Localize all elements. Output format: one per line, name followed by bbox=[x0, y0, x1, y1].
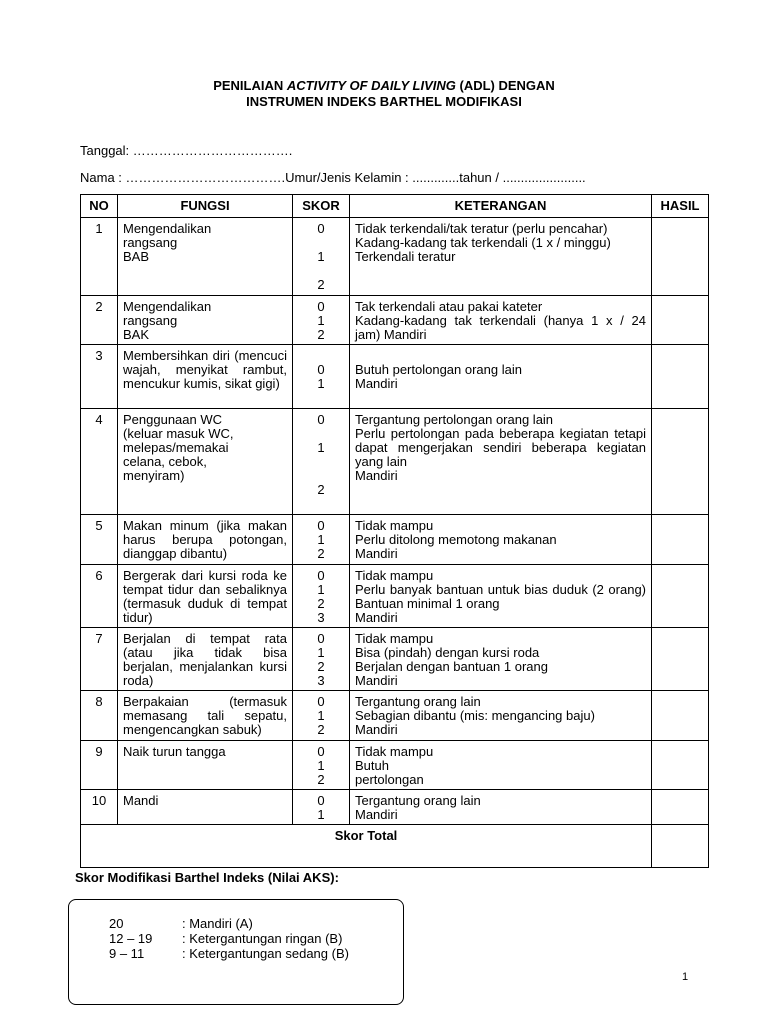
row-keterangan-line: Butuh pertolongan orang lain bbox=[355, 362, 522, 377]
row-skor bbox=[293, 345, 350, 409]
row-number: 7 bbox=[81, 628, 118, 691]
total-row bbox=[81, 825, 709, 868]
row-skor-line bbox=[298, 455, 344, 469]
row-skor-line: 2 bbox=[317, 772, 325, 787]
row-number: 8 bbox=[81, 691, 118, 741]
table-row bbox=[81, 218, 709, 296]
row-hasil-cell[interactable] bbox=[652, 218, 709, 296]
row-hasil-cell[interactable] bbox=[652, 296, 709, 345]
tanggal-field: Tanggal: ………………………………. bbox=[80, 143, 293, 158]
document-title bbox=[0, 78, 768, 110]
row-skor-line: 1 bbox=[317, 807, 325, 822]
row-keterangan bbox=[350, 565, 652, 628]
row-fungsi-line: rangsang bbox=[123, 235, 178, 250]
row-skor-line bbox=[298, 236, 344, 250]
row-keterangan-line: Bisa (pindah) dengan kursi roda bbox=[355, 645, 540, 660]
row-skor-line bbox=[298, 349, 344, 363]
row-skor-line: 1 bbox=[317, 708, 325, 723]
row-keterangan-line: Tidak mampu bbox=[355, 631, 434, 646]
row-keterangan-line: Mandiri bbox=[355, 807, 398, 822]
row-keterangan-line: Perlu ditolong memotong makanan bbox=[355, 532, 557, 547]
row-skor-line: 0 bbox=[317, 793, 325, 808]
row-keterangan bbox=[350, 409, 652, 515]
total-label: Skor Total bbox=[81, 825, 652, 868]
row-skor-line: 2 bbox=[317, 327, 325, 342]
row-keterangan-line: Terkendali teratur bbox=[355, 249, 456, 264]
row-skor bbox=[293, 218, 350, 296]
row-fungsi bbox=[118, 409, 293, 515]
table-row bbox=[81, 565, 709, 628]
row-number: 4 bbox=[81, 409, 118, 515]
row-skor bbox=[293, 296, 350, 345]
row-keterangan-line: Tidak terkendali/tak teratur (perlu pencahar) bbox=[355, 221, 608, 236]
row-keterangan-line: Perlu banyak bantuan untuk bias duduk (2 orang) Bantuan minimal 1 orang bbox=[355, 582, 646, 611]
title-line-1: PENILAIAN ACTIVITY OF DAILY LIVING (ADL) DENGAN bbox=[213, 78, 555, 93]
row-number: 10 bbox=[81, 790, 118, 825]
row-fungsi bbox=[118, 741, 293, 790]
row-keterangan-line: Mandiri bbox=[355, 610, 398, 625]
header-no: NO bbox=[81, 195, 118, 218]
score-legend-item: 9 – 11 : Ketergantungan sedang (B) bbox=[109, 946, 349, 961]
row-fungsi-line: Makan minum (jika makan harus berupa potongan, dianggap dibantu) bbox=[123, 518, 287, 561]
score-legend-box bbox=[68, 899, 404, 1005]
row-number: 2 bbox=[81, 296, 118, 345]
table-row bbox=[81, 515, 709, 565]
page-number: 1 bbox=[682, 971, 689, 983]
row-fungsi bbox=[118, 218, 293, 296]
row-keterangan-line: Kadang-kadang tak terkendali (1 x / minggu) bbox=[355, 235, 611, 250]
row-skor-line: 0 bbox=[317, 362, 325, 377]
adl-table bbox=[80, 194, 709, 868]
row-skor-line: 1 bbox=[317, 532, 325, 547]
row-skor-line bbox=[298, 469, 344, 483]
row-hasil-cell[interactable] bbox=[652, 628, 709, 691]
row-fungsi bbox=[118, 565, 293, 628]
row-skor-line: 0 bbox=[317, 694, 325, 709]
row-keterangan-line: Butuh bbox=[355, 758, 389, 773]
row-fungsi-line: celana, cebok, bbox=[123, 454, 207, 469]
row-skor-line: 1 bbox=[317, 645, 325, 660]
row-keterangan bbox=[350, 218, 652, 296]
header-skor: SKOR bbox=[293, 195, 350, 218]
table-row bbox=[81, 628, 709, 691]
row-keterangan-line: Mandiri bbox=[355, 376, 398, 391]
row-number: 9 bbox=[81, 741, 118, 790]
row-keterangan-line: Mandiri bbox=[355, 546, 398, 561]
row-hasil-cell[interactable] bbox=[652, 409, 709, 515]
row-keterangan-line: pertolongan bbox=[355, 772, 424, 787]
row-skor-line: 0 bbox=[317, 744, 325, 759]
row-keterangan-line: Mandiri bbox=[355, 722, 398, 737]
row-skor-line: 0 bbox=[317, 221, 325, 236]
total-hasil-cell[interactable] bbox=[652, 825, 709, 868]
row-fungsi bbox=[118, 790, 293, 825]
row-keterangan-line bbox=[355, 349, 646, 363]
nama-field: Nama : ……………………………….Umur/Jenis Kelamin : .............tahun / ....................... bbox=[80, 170, 586, 185]
row-skor-line: 2 bbox=[317, 659, 325, 674]
row-keterangan-line: Berjalan dengan bantuan 1 orang bbox=[355, 659, 548, 674]
row-keterangan bbox=[350, 345, 652, 409]
header-hasil: HASIL bbox=[652, 195, 709, 218]
score-legend-item: 12 – 19 : Ketergantungan ringan (B) bbox=[109, 931, 343, 946]
row-keterangan-line: Tidak mampu bbox=[355, 568, 434, 583]
row-skor-line: 0 bbox=[317, 518, 325, 533]
row-keterangan bbox=[350, 515, 652, 565]
table-header-row bbox=[81, 195, 709, 218]
row-keterangan bbox=[350, 628, 652, 691]
row-keterangan-line: Perlu pertolongan pada beberapa kegiatan tetapi dapat mengerjakan sendiri beberapa kegiatan yang lain bbox=[355, 426, 646, 469]
row-skor-line bbox=[298, 264, 344, 278]
row-keterangan-line: Mandiri bbox=[355, 673, 398, 688]
row-keterangan-line: Kadang-kadang tak terkendali (hanya 1 x / 24 jam) Mandiri bbox=[355, 313, 646, 342]
title-line-2: INSTRUMEN INDEKS BARTHEL MODIFIKASI bbox=[246, 94, 522, 109]
row-skor bbox=[293, 409, 350, 515]
row-hasil-cell[interactable] bbox=[652, 790, 709, 825]
row-fungsi-line: rangsang bbox=[123, 313, 178, 328]
row-skor-line: 1 bbox=[317, 376, 325, 391]
table-row bbox=[81, 790, 709, 825]
header-fungsi: FUNGSI bbox=[118, 195, 293, 218]
row-fungsi-line: Penggunaan WC bbox=[123, 412, 223, 427]
row-keterangan-line: Tak terkendali atau pakai kateter bbox=[355, 299, 543, 314]
row-skor-line: 0 bbox=[317, 631, 325, 646]
row-skor-line bbox=[298, 427, 344, 441]
row-skor-line: 2 bbox=[317, 482, 325, 497]
row-fungsi-line: Naik turun tangga bbox=[123, 744, 226, 759]
row-fungsi-line: Mandi bbox=[123, 793, 159, 808]
row-keterangan-line: Tergantung orang lain bbox=[355, 793, 481, 808]
row-keterangan-line: Tergantung pertolongan orang lain bbox=[355, 412, 554, 427]
table-row bbox=[81, 345, 709, 409]
row-keterangan-line: Tidak mampu bbox=[355, 744, 434, 759]
row-fungsi-line: Berjalan di tempat rata (atau jika tidak bisa berjalan, menjalankan kursi roda) bbox=[123, 631, 287, 688]
row-skor-line: 2 bbox=[317, 596, 325, 611]
row-fungsi-line: Membersihkan diri (mencuci wajah, menyikat rambut, mencukur kumis, sikat gigi) bbox=[123, 348, 287, 391]
table-row bbox=[81, 409, 709, 515]
row-fungsi-line: melepas/memakai bbox=[123, 440, 229, 455]
row-fungsi-line: Mengendalikan bbox=[123, 299, 212, 314]
row-skor-line: 0 bbox=[317, 568, 325, 583]
row-fungsi bbox=[118, 345, 293, 409]
row-keterangan-line: Tergantung orang lain bbox=[355, 694, 481, 709]
table-row bbox=[81, 741, 709, 790]
row-number: 1 bbox=[81, 218, 118, 296]
row-skor-line: 1 bbox=[317, 758, 325, 773]
row-skor-line: 2 bbox=[317, 722, 325, 737]
row-hasil-cell[interactable] bbox=[652, 691, 709, 741]
row-fungsi bbox=[118, 691, 293, 741]
row-number: 5 bbox=[81, 515, 118, 565]
score-heading: Skor Modifikasi Barthel Indeks (Nilai AKS): bbox=[75, 870, 339, 885]
row-keterangan-line: Sebagian dibantu (mis: mengancing baju) bbox=[355, 708, 595, 723]
row-skor bbox=[293, 741, 350, 790]
row-skor-line: 2 bbox=[317, 277, 325, 292]
row-skor-line: 1 bbox=[317, 313, 325, 328]
row-keterangan bbox=[350, 691, 652, 741]
row-fungsi bbox=[118, 628, 293, 691]
row-skor-line: 0 bbox=[317, 299, 325, 314]
row-skor-line: 3 bbox=[317, 673, 325, 688]
row-skor bbox=[293, 790, 350, 825]
row-skor bbox=[293, 565, 350, 628]
row-hasil-cell[interactable] bbox=[652, 565, 709, 628]
row-fungsi-line: Berpakaian (termasuk memasang tali sepatu, mengencangkan sabuk) bbox=[123, 694, 287, 737]
row-keterangan bbox=[350, 296, 652, 345]
row-hasil-cell[interactable] bbox=[652, 345, 709, 409]
table-row bbox=[81, 691, 709, 741]
row-number: 6 bbox=[81, 565, 118, 628]
row-hasil-cell[interactable] bbox=[652, 741, 709, 790]
row-skor-line: 3 bbox=[317, 610, 325, 625]
header-keterangan: KETERANGAN bbox=[350, 195, 652, 218]
row-skor bbox=[293, 691, 350, 741]
row-fungsi-line: Mengendalikan bbox=[123, 221, 212, 236]
row-hasil-cell[interactable] bbox=[652, 515, 709, 565]
row-fungsi bbox=[118, 515, 293, 565]
row-keterangan-line: Mandiri bbox=[355, 468, 398, 483]
row-fungsi-line: menyiram) bbox=[123, 468, 185, 483]
score-legend-item: 20 : Mandiri (A) bbox=[109, 916, 253, 931]
row-fungsi bbox=[118, 296, 293, 345]
row-skor-line: 0 bbox=[317, 412, 325, 427]
row-keterangan bbox=[350, 790, 652, 825]
row-skor-line: 1 bbox=[317, 440, 325, 455]
table-row bbox=[81, 296, 709, 345]
row-fungsi-line: BAK bbox=[123, 327, 150, 342]
row-number: 3 bbox=[81, 345, 118, 409]
row-skor bbox=[293, 628, 350, 691]
row-skor-line: 1 bbox=[317, 582, 325, 597]
row-skor-line: 2 bbox=[317, 546, 325, 561]
row-fungsi-line: (keluar masuk WC, bbox=[123, 426, 234, 441]
row-fungsi-line: Bergerak dari kursi roda ke tempat tidur dan sebaliknya (termasuk duduk di tempat tidur) bbox=[123, 568, 287, 625]
row-keterangan bbox=[350, 741, 652, 790]
row-skor-line: 1 bbox=[317, 249, 325, 264]
row-fungsi-line: BAB bbox=[123, 249, 150, 264]
row-keterangan-line: Tidak mampu bbox=[355, 518, 434, 533]
row-skor bbox=[293, 515, 350, 565]
